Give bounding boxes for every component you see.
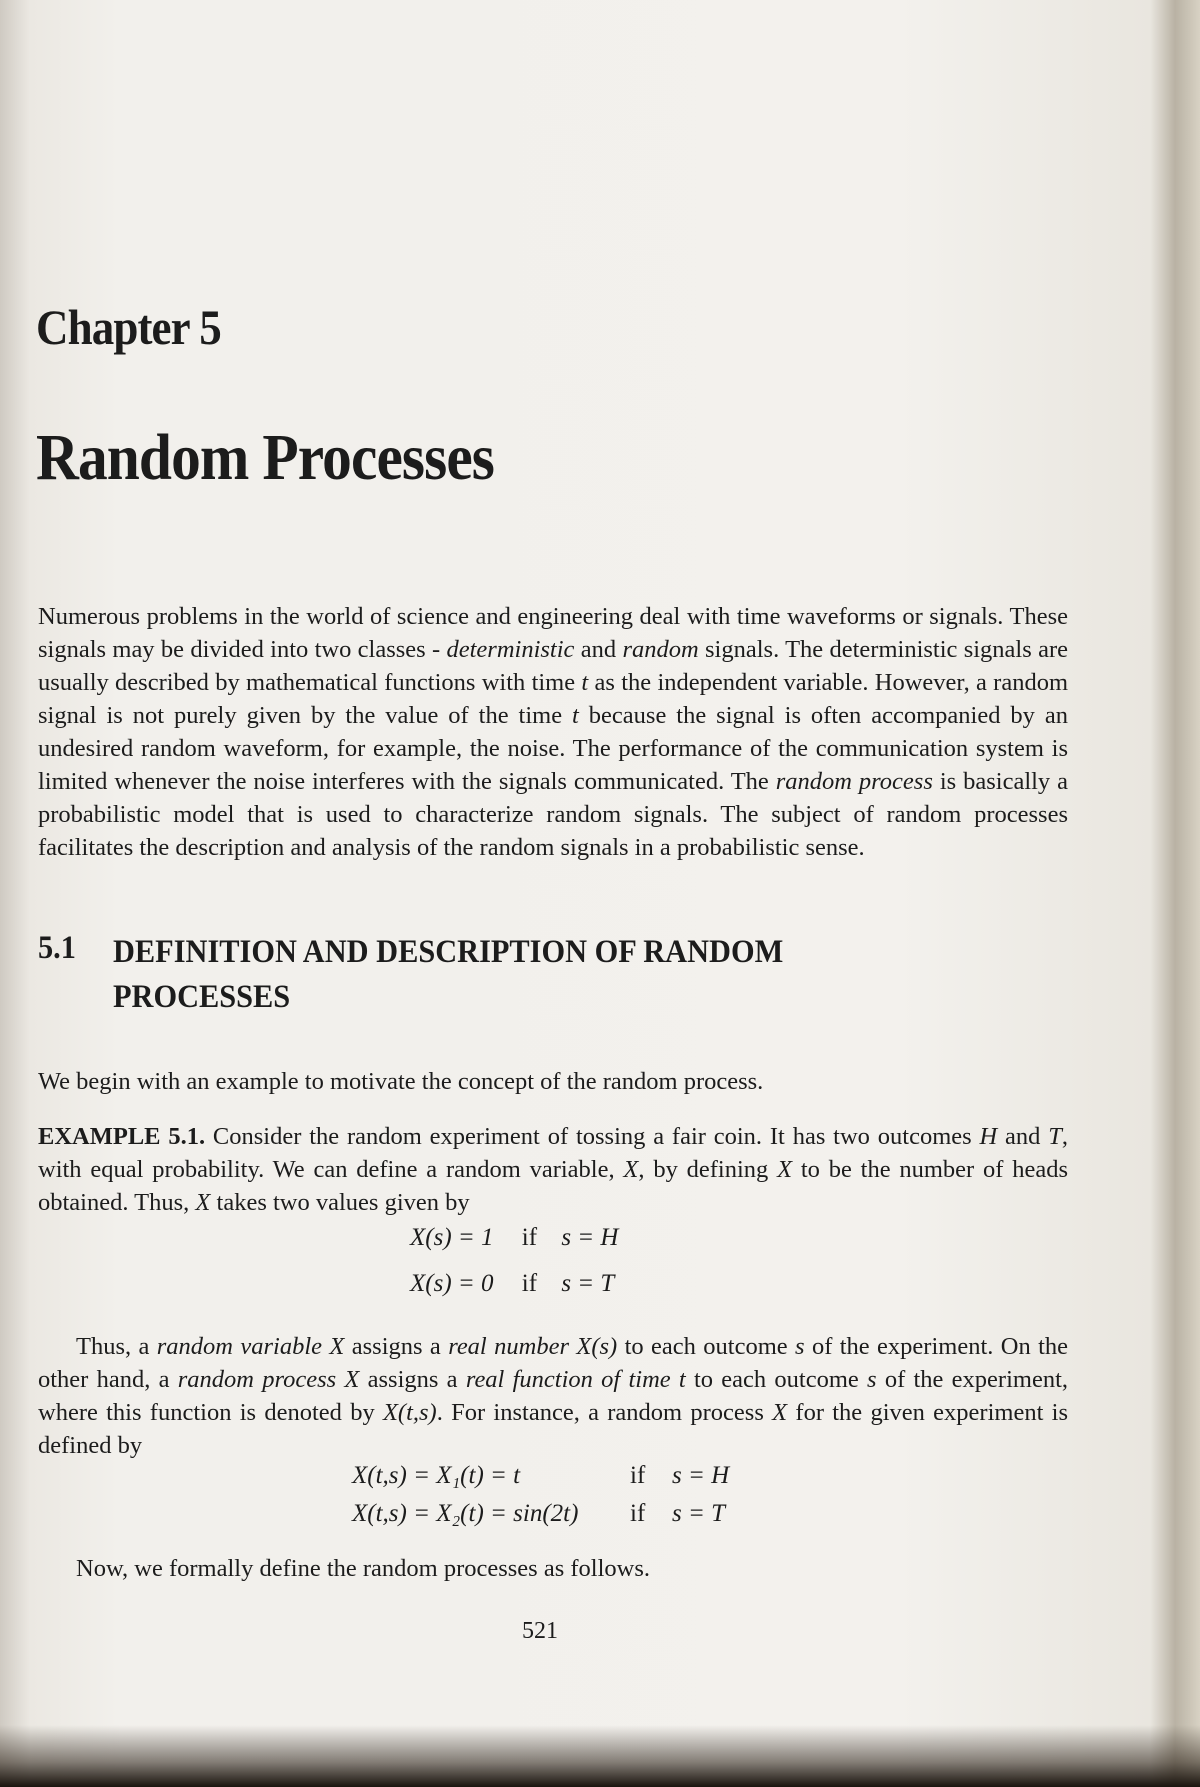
equation-condition: if [630,1462,646,1489]
chapter-label: Chapter 5 [36,299,221,355]
page-number: 521 [522,1618,558,1644]
text-run: assigns a [359,1366,466,1393]
equation-condition: if [630,1500,646,1527]
italic-text: s [867,1366,877,1393]
section-number: 5.1 [38,930,76,966]
section-title: DEFINITION AND DESCRIPTION OF RANDOM PROCESSES [113,934,784,1015]
equation-row [352,1462,752,1490]
motivation-paragraph [38,1065,1068,1098]
text-run: of the experiment, where this function is denoted by [38,1366,1069,1426]
equation-row [410,1270,614,1298]
text-run: , with equal probability. We can define a random variable, [38,1123,1069,1183]
text-run: to be the number of heads obtained. Thus, [38,1156,1068,1216]
text-run: takes two values given by [210,1189,470,1216]
italic-text: t [581,669,589,696]
text-run: signals. The deterministic signals are usually described by mathematical functions with time [38,636,1069,696]
text-run: Numerous problems in the world of science and engineering deal with time waveforms or signals. These signals may be divided into two classes - [38,603,1068,663]
text-run: for the given experiment is defined by [38,1399,1068,1459]
italic-text: T [1048,1123,1062,1150]
equation-lhs: X(s) = 1 [410,1224,494,1251]
text-run: because the signal is often accompanied by an undesired random waveform, for example, the noise. The performance of the communication system is limited whenever the noise interferes with the signals communicated. The [38,702,1068,795]
equation-rhs: s = T [561,1270,615,1297]
text-run: as the independent variable. However, a random signal is not purely given by the value of the time [38,669,1068,729]
italic-text: H [979,1123,998,1150]
text-run: . For instance, a random process [436,1399,773,1426]
text-run: Thus, a [76,1333,157,1360]
equation-lhs: X(s) = 0 [410,1270,494,1297]
text-run: to each outcome [617,1333,796,1360]
equation-rhs: s = T [672,1500,726,1527]
text-run: We begin with an example to motivate the concept of the random process. [38,1068,764,1095]
equation-rhs: s = H [672,1462,730,1489]
italic-text: random [622,636,699,663]
text-run: to each outcome [685,1366,868,1393]
italic-text: deterministic [446,636,575,663]
photo-shadow [0,1725,1200,1787]
italic-text: real function of time t [465,1366,686,1393]
text-run: Consider the random experiment of tossing a fair coin. It has two outcomes [205,1123,980,1150]
chapter-title: Random Processes [36,421,495,494]
thus-paragraph [38,1330,1068,1462]
italic-text: real number X(s) [448,1333,618,1360]
bold-text: EXAMPLE 5.1. [38,1123,206,1150]
equation-row [352,1500,752,1528]
italic-text: X [772,1399,788,1426]
italic-text: X [623,1156,639,1183]
italic-text: X [195,1189,211,1216]
text-run: is basically a probabilistic model that is used to characterize random signals. The subject of random processes facilitates the description and analysis of the random signals in a probabilistic sense. [38,768,1068,861]
italic-text: t [572,702,579,729]
equation-condition: if [521,1270,538,1297]
text-run: and [574,636,623,663]
italic-text: random process [775,768,933,795]
italic-text: s [795,1333,805,1360]
closing-paragraph [38,1552,1068,1585]
italic-text: X(t,s) [382,1399,437,1426]
equation-row [410,1224,618,1252]
italic-text: X [777,1156,793,1183]
italic-text: random variable X [156,1333,345,1360]
text-run: Now, we formally define the random processes as follows. [76,1555,651,1582]
equation-rhs: s = H [561,1224,619,1251]
intro-paragraph [38,600,1068,864]
equation-condition: if [521,1224,538,1251]
text-run: and [997,1123,1049,1150]
example-paragraph [38,1120,1068,1219]
equation-lhs: X(t,s) = X₁(t) = t [352,1462,521,1489]
equation-lhs: X(t,s) = X₂(t) = sin(2t) [352,1500,579,1527]
italic-text: random process X [177,1366,360,1393]
text-run: assigns a [344,1333,449,1360]
text-run: of the experiment. On the other hand, a [38,1333,1069,1393]
text-run: , by defining [638,1156,778,1183]
